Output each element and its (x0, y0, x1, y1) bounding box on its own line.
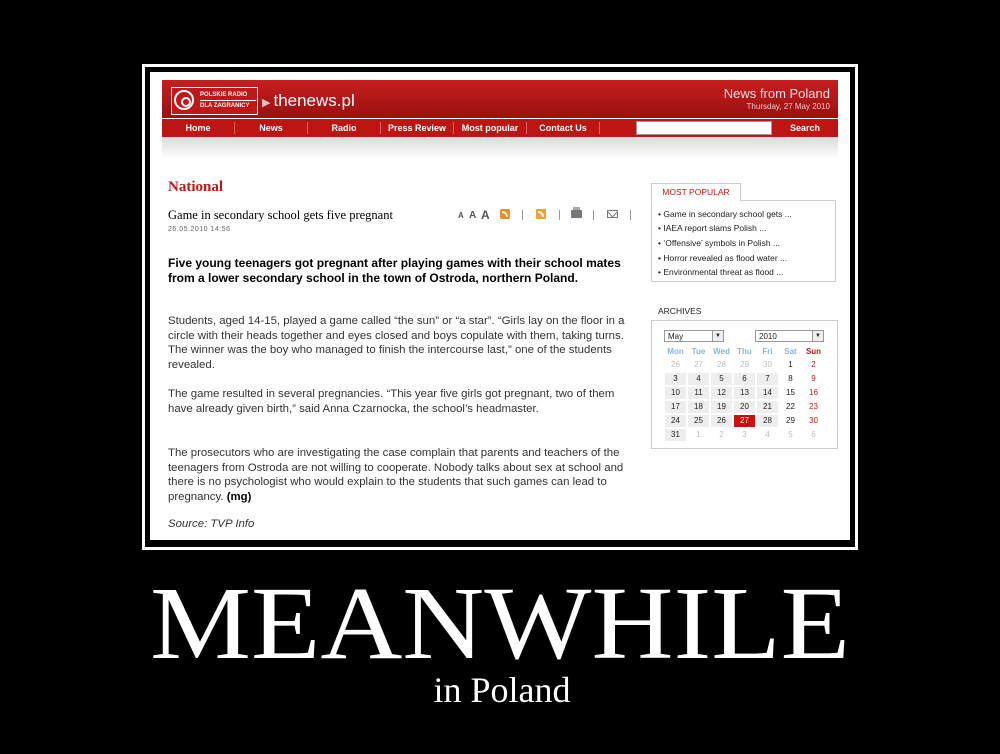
calendar-day: 3 (734, 429, 755, 441)
calendar-day[interactable]: 26 (711, 415, 732, 427)
calendar-day: 5 (780, 429, 801, 441)
calendar-day: 26 (665, 359, 686, 371)
article-lead: Five young teenagers got pregnant after playing games with their school mates from a lower secondary school in the town of Ostroda, northern Poland. (168, 256, 621, 285)
nav-news[interactable]: News (259, 123, 283, 133)
calendar-day: 2 (711, 429, 732, 441)
calendar-day[interactable]: 15 (780, 387, 801, 399)
calendar-day[interactable]: 12 (711, 387, 732, 399)
calendar-day[interactable]: 1 (780, 359, 801, 371)
most-popular-box (651, 200, 836, 282)
calendar-day: 29 (734, 359, 755, 371)
calendar-day[interactable]: 10 (665, 387, 686, 399)
calendar-day[interactable]: 22 (780, 401, 801, 413)
calendar-day[interactable]: 14 (757, 387, 778, 399)
most-popular-item[interactable]: • ‘Offensive’ symbols in Polish ... (658, 238, 781, 248)
year-select[interactable]: 2010 ▼ (755, 330, 824, 342)
font-size-medium[interactable]: A (469, 210, 477, 221)
calendar-day[interactable]: 4 (688, 373, 709, 385)
caption-headline: MEANWHILE (150, 566, 850, 681)
calendar-day[interactable]: 31 (665, 429, 686, 441)
calendar-weekday: Mon (667, 347, 684, 356)
logo-line2: DLA ZAGRANICY (200, 103, 250, 109)
main-nav (162, 119, 838, 137)
article-title: Game in secondary school gets five pregnant (168, 208, 393, 222)
calendar-day: 27 (688, 359, 709, 371)
calendar-day[interactable]: 25 (688, 415, 709, 427)
calendar-day: 30 (757, 359, 778, 371)
calendar-day[interactable]: 19 (711, 401, 732, 413)
chevron-down-icon: ▼ (812, 331, 823, 341)
logo-line1: POLSKIE RADIO (200, 90, 256, 101)
caption-subline: in Poland (433, 670, 571, 710)
calendar-day[interactable]: 6 (734, 373, 755, 385)
calendar-day[interactable]: 30 (803, 415, 824, 427)
archive-calendar (651, 320, 838, 449)
arrow-right-icon: ▶ (262, 97, 271, 109)
calendar-day[interactable]: 21 (757, 401, 778, 413)
most-popular-item[interactable]: • Game in secondary school gets ... (658, 209, 792, 219)
site-header (162, 80, 838, 118)
calendar-day[interactable]: 17 (665, 401, 686, 413)
calendar-day: 28 (711, 359, 732, 371)
most-popular-item[interactable]: • IAEA report slams Polish ... (658, 223, 767, 233)
most-popular-item[interactable]: • Horror revealed as flood water ... (658, 253, 788, 263)
calendar-day[interactable]: 7 (757, 373, 778, 385)
article-paragraph: Students, aged 14-15, played a game called “the sun” or “a star”. “Girls lay on the floor in a circle with their heads together and eyes closed and boys copulate with them, taking turns. The winner was the boy who managed to finish the intercourse last,” one of the students revealed. (168, 315, 625, 371)
article-paragraph-text: The prosecutors who are investigating the case complain that parents and teachers of the teenagers from Ostroda are not willing to cooperate. Nobody talks about sex at school and there is no psychologist who would explain to the students that such games can lead to pregnancy. (168, 447, 624, 503)
author-signature: (mg) (226, 490, 252, 503)
nav-contact-us[interactable]: Contact Us (539, 123, 587, 133)
podcast-icon[interactable] (500, 209, 510, 219)
calendar-day[interactable]: 9 (803, 373, 824, 385)
calendar-weekday: Fri (762, 347, 773, 356)
calendar-weekday: Thu (737, 347, 752, 356)
article-paragraph: The game resulted in several pregnancies. “This year five girls got pregnant, two of them have already given birth,” said Anna Czarnocka, the school’s headmaster. (168, 388, 615, 415)
radio-logo-icon (174, 90, 194, 110)
calendar-day[interactable]: 27 (734, 415, 755, 427)
header-shadow (162, 137, 838, 159)
calendar-day[interactable]: 8 (780, 373, 801, 385)
section-title: National (168, 179, 224, 195)
most-popular-tab[interactable]: MOST POPULAR (651, 183, 741, 202)
tools-divider (593, 210, 594, 220)
site-tagline: News from Poland (723, 86, 830, 101)
article-date: 26.05.2010 14:56 (168, 226, 231, 233)
nav-radio[interactable]: Radio (331, 123, 357, 133)
email-icon[interactable] (607, 210, 618, 218)
article-paragraph-last (168, 446, 630, 504)
nav-divider (599, 122, 600, 134)
header-date: Thursday, 27 May 2010 (746, 102, 830, 111)
nav-press-review[interactable]: Press Review (387, 123, 447, 133)
polskie-radio-logo[interactable] (171, 87, 258, 115)
site-name-text: thenews.pl (273, 91, 355, 110)
calendar-day[interactable]: 29 (780, 415, 801, 427)
print-icon[interactable] (571, 210, 582, 218)
nav-home[interactable]: Home (185, 123, 211, 133)
calendar-day[interactable]: 20 (734, 401, 755, 413)
calendar-day[interactable]: 23 (803, 401, 824, 413)
font-size-large[interactable]: A (481, 208, 490, 222)
month-select[interactable]: May ▼ (664, 330, 724, 342)
tools-divider (559, 210, 560, 220)
calendar-day[interactable]: 5 (711, 373, 732, 385)
search-input[interactable] (636, 121, 772, 135)
calendar-weekday: Tue (691, 347, 706, 356)
calendar-weekday: Sun (805, 347, 822, 356)
calendar-weekday: Wed (713, 347, 730, 356)
font-size-small[interactable]: A (458, 211, 464, 220)
archives-label: ARCHIVES (658, 306, 702, 316)
calendar-day[interactable]: 11 (688, 387, 709, 399)
calendar-day[interactable]: 16 (803, 387, 824, 399)
calendar-day[interactable]: 3 (665, 373, 686, 385)
most-popular-item[interactable]: • Environmental threat as flood ... (658, 267, 784, 277)
nav-most-popular[interactable]: Most popular (461, 123, 519, 133)
calendar-day: 1 (688, 429, 709, 441)
search-button[interactable]: Search (778, 119, 832, 137)
rss-icon[interactable] (536, 209, 546, 219)
tools-divider (630, 210, 631, 220)
calendar-day: 4 (757, 429, 778, 441)
screenshot-panel (150, 72, 850, 540)
calendar-day: 6 (803, 429, 824, 441)
poster-caption (0, 560, 1000, 754)
calendar-day[interactable]: 2 (803, 359, 824, 371)
calendar-weekday: Sat (784, 347, 797, 356)
calendar-day[interactable]: 24 (665, 415, 686, 427)
calendar-day[interactable]: 13 (734, 387, 755, 399)
chevron-down-icon: ▼ (712, 331, 723, 341)
calendar-day[interactable]: 28 (757, 415, 778, 427)
calendar-day[interactable]: 18 (688, 401, 709, 413)
tools-divider (522, 210, 523, 220)
site-name-link[interactable] (262, 91, 355, 111)
article-source: Source: TVP Info (168, 518, 255, 530)
